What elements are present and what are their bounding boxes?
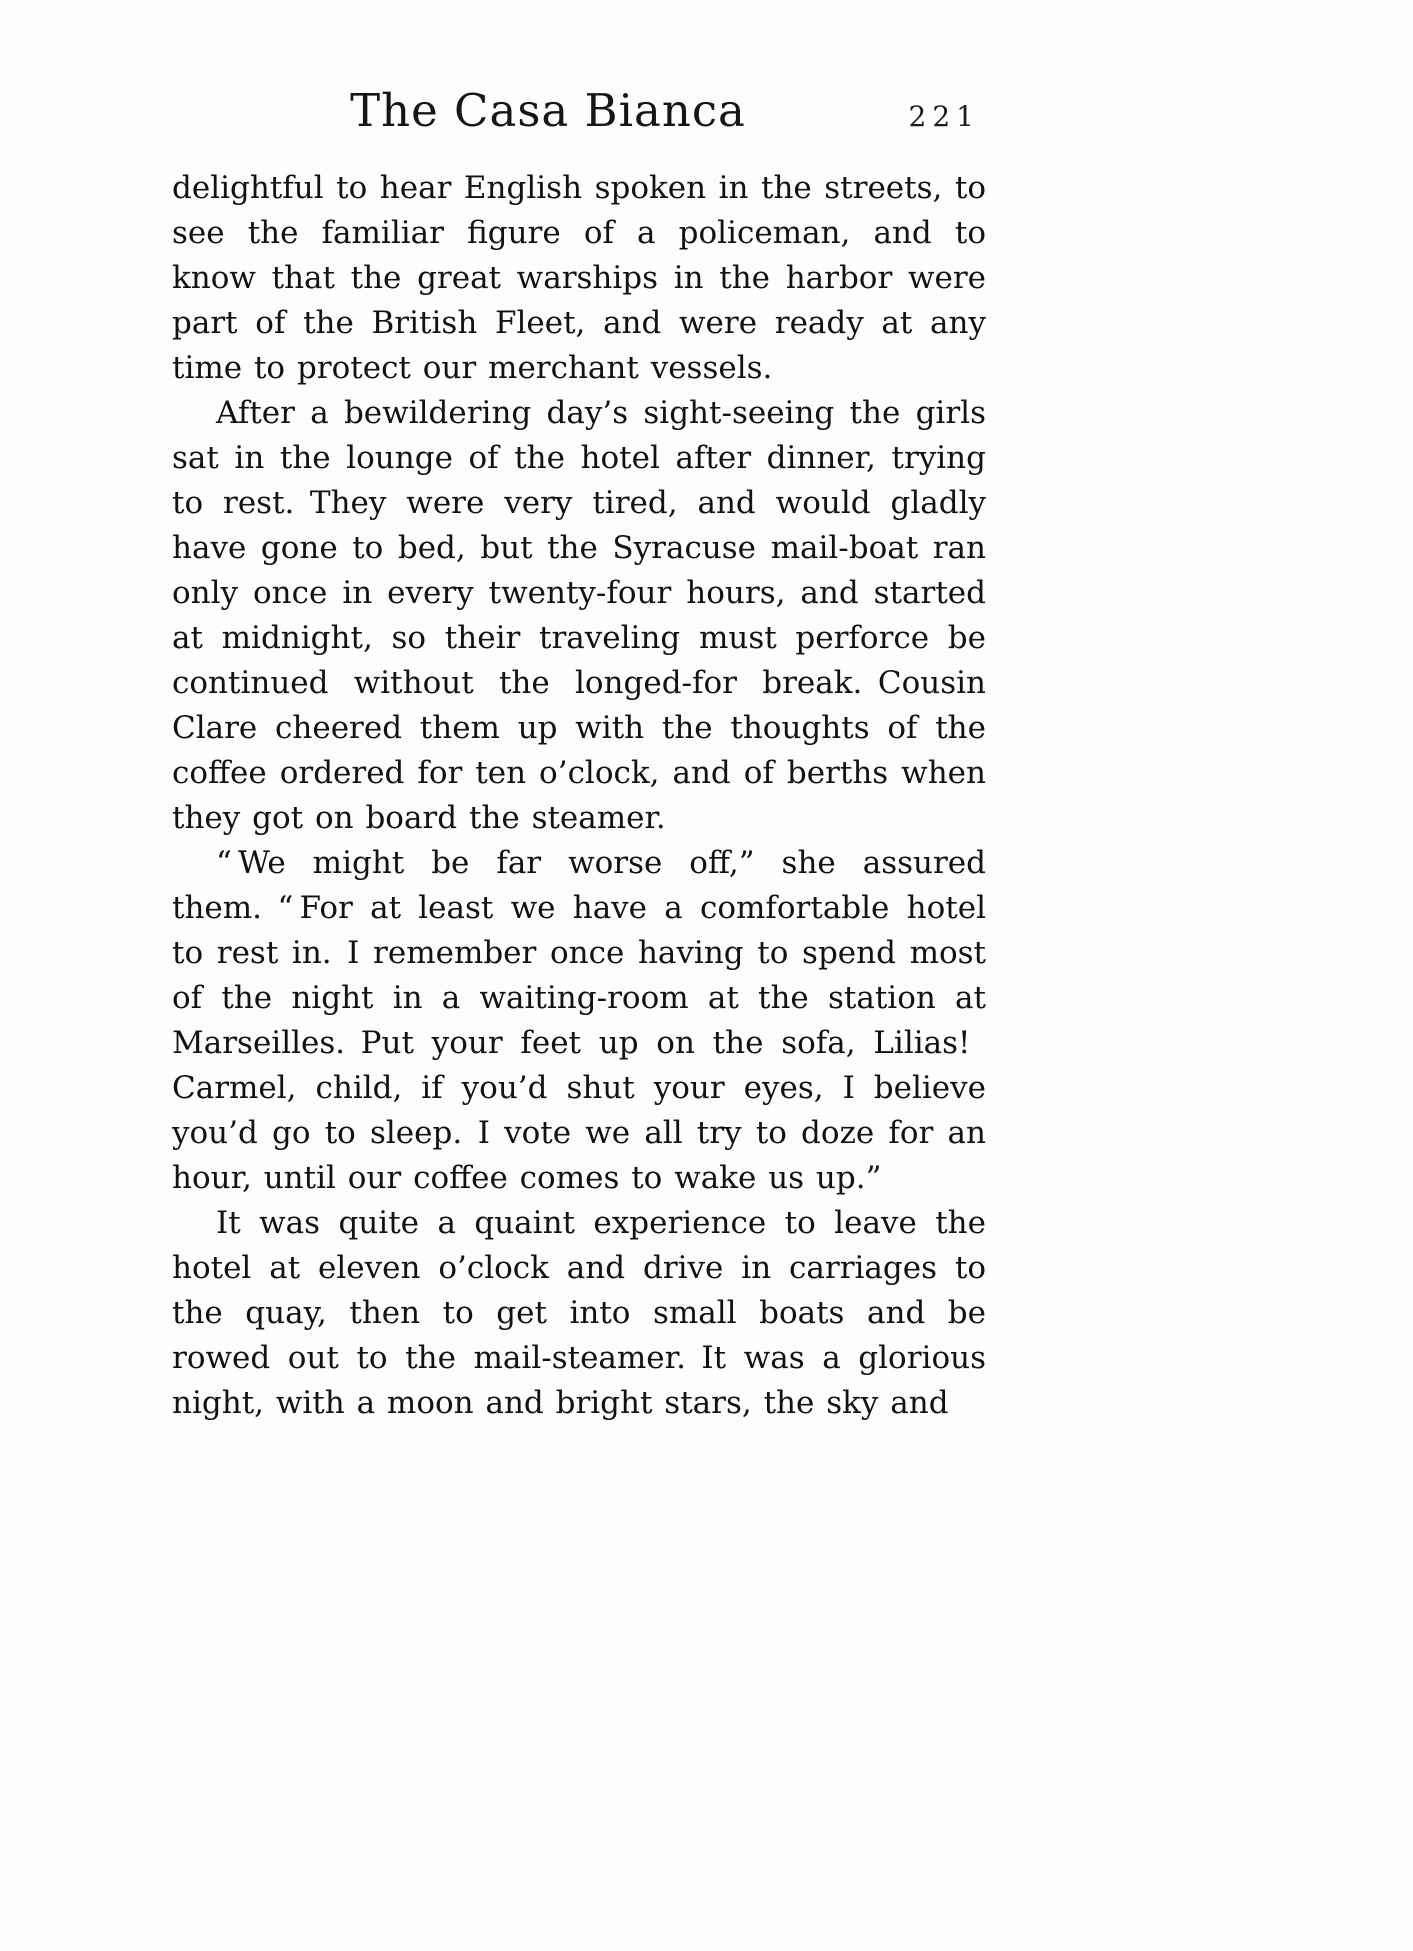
paragraph: delightful to hear English spoken in the streets, to see the familiar figure of a policeman, and to know that the great warships in the harbor were part of the British Fleet, and were ready at any time to protect our merchant vessels. [172, 170, 986, 386]
paragraph: It was quite a quaint experience to leave the hotel at eleven o’clock and drive in carriages to the quay, then to get into small boats and be rowed out to the mail-steamer. It was a glorious night, with a moon and bright stars, the sky and [172, 1205, 986, 1421]
paragraph: After a bewildering day’s sight-seeing the girls sat in the lounge of the hotel after dinner, trying to rest. They were very tired, and would gladly have gone to bed, but the Syracuse mail-boat ran only once in every twenty-four hours, and started at midnight, so their traveling must perforce be continued without the longed-for break. Cousin Clare cheered them up with the thoughts of the coffee ordered for ten o’clock, and of berths when they got on board the steamer. [172, 395, 986, 836]
paragraph: “ We might be far worse off,” she assured them. “ For at least we have a comfortable hotel to rest in. I remember once having to spend most of the night in a waiting-room at the station at Marseilles. Put your feet up on the sofa, Lilias! Carmel, child, if you’d shut your eyes, I believe you’d go to sleep. I vote we all try to doze for an hour, until our coffee comes to wake us up.” [172, 845, 986, 1196]
page-number: 221 [908, 100, 980, 133]
page-title: The Casa Bianca [350, 84, 746, 137]
running-header [172, 84, 984, 148]
body-text [172, 166, 986, 1426]
